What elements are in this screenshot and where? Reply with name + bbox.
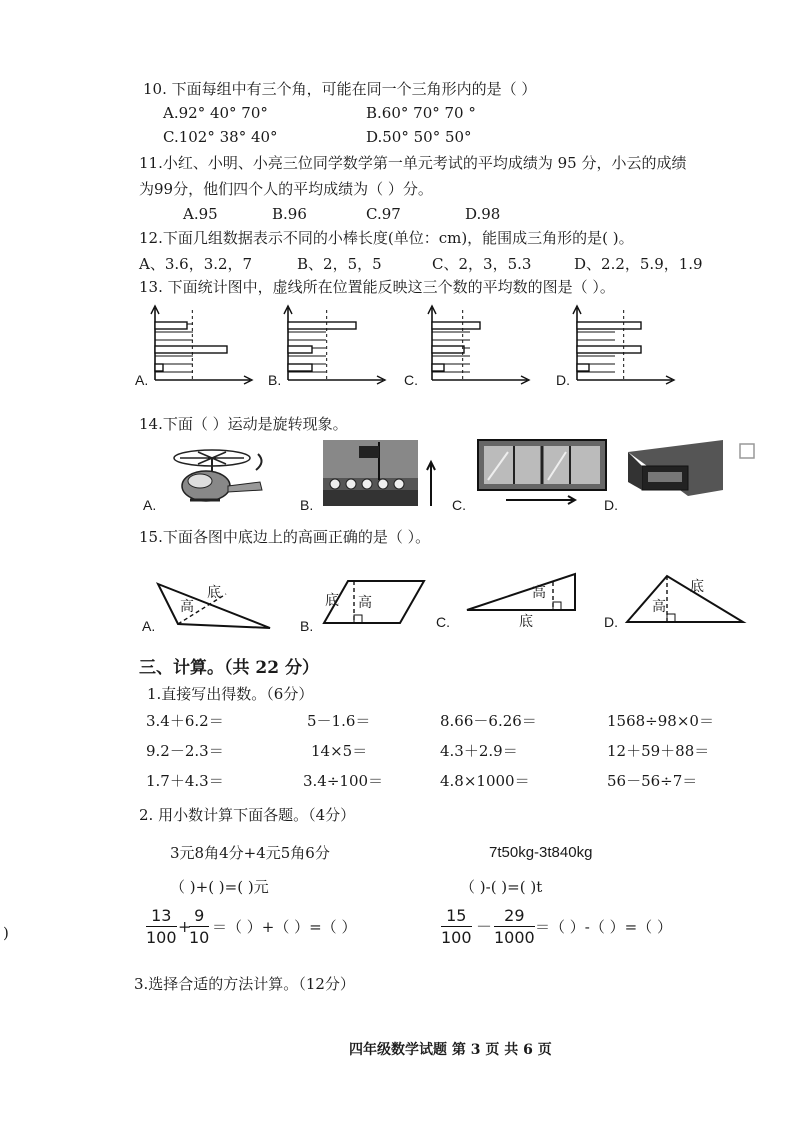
arith-cell: 3.4÷100＝ [303,772,384,790]
q14-label-a: A. [143,497,157,513]
q13-chart-bar [432,322,480,329]
arith-cell: 56－56÷7＝ [607,772,698,790]
q15-label-c: C. [436,614,450,630]
arith-cell: 5－1.6＝ [307,712,371,730]
q12-option-d: D、2.2，5.9，1.9 [574,255,703,273]
arith-cell: 1.7＋4.3＝ [146,772,224,790]
q15-b-height-label: 高 [358,594,372,610]
fraction-13-100 [146,906,177,947]
section3-part3-title: 3.选择合适的方法计算。（12分） [134,975,355,993]
q10-option-a: A.92° 40° 70° [163,104,268,122]
q15-b-base-label: 底 [325,592,339,608]
q15-label-b: B. [300,618,314,634]
arith-cell: 8.66－6.26＝ [440,712,537,730]
q15-label-d: D. [604,614,618,630]
q13-chart-bar [432,364,444,371]
q12-option-c: C、2，3，5.3 [432,255,532,273]
q11-stem-line2: 为99分，他们四个人的平均成绩为（ ）分。 [139,180,433,198]
section3-title: 三、计算。（共 22 分） [139,658,319,678]
q13-chart-bar [577,346,641,353]
q15-stem: 15.下面各图中底边上的高画正确的是（ ）。 [139,528,431,546]
q14-drawer-picture [628,440,768,510]
q13-chart-bar [155,346,227,353]
q13-label-d: D. [556,372,570,388]
denominator: 100 [441,928,472,947]
q13-label-b: B. [268,372,282,388]
arith-cell: 12＋59＋88＝ [607,742,710,760]
arith-cell: 4.3＋2.9＝ [440,742,518,760]
q15-d-base-label: 底 [690,578,704,594]
arith-cell: 3.4＋6.2＝ [146,712,224,730]
q10-option-c: C.102° 38° 40° [163,128,278,146]
q14-label-b: B. [300,497,314,513]
q11-option-c: C.97 [366,205,401,223]
fraction-15-100 [441,906,472,947]
weight-expression: 7t50kg-3t840kg [489,844,593,861]
minus-sign: － [476,917,493,936]
denominator: 100 [146,928,177,947]
q13-chart-bar [288,322,356,329]
q14-stem: 14.下面（ ）运动是旋转现象。 [139,415,348,433]
q10-stem: 10. 下面每组中有三个角，可能在同一个三角形内的是（ ） [143,80,537,98]
money-answer-blanks: （ )+( )=( )元 [170,878,269,896]
q15-triangle-a [150,572,280,632]
q13-chart-bar [577,364,589,371]
q15-triangle-d [623,572,753,632]
q12-option-a: A、3.6，3.2，7 [139,255,253,273]
q13-chart-bar [288,346,312,353]
page-footer: 四年级数学试题 第 3 页 共 6 页 [349,1042,552,1058]
q15-c-height-label: 高 [532,584,546,600]
q12-stem: 12.下面几组数据表示不同的小棒长度(单位：cm)，能围成三角形的是( )。 [139,229,634,247]
margin-mark: ) [3,924,9,942]
q11-option-a: A.95 [183,205,218,223]
q13-charts [0,300,793,420]
q13-chart-bar [155,364,163,371]
q15-a-height-label: 高 [180,598,194,614]
q10-option-d: D.50° 50° 50° [366,128,472,146]
weight-answer-blanks: （ )-( )=( )t [460,878,543,896]
q15-c-base-label: 底 [519,613,533,629]
arith-cell: 14×5＝ [311,742,368,760]
q14-sliding-window-picture [478,440,613,510]
q13-chart-bar [577,322,641,329]
fraction-29-1000 [494,906,535,947]
q10-option-b: B.60° 70° 70 ° [366,104,476,122]
numerator: 15 [446,906,467,925]
q15-a-base-label: 底 [207,584,221,600]
numerator: 9 [194,906,205,925]
q13-label-a: A. [135,372,149,388]
q14-helicopter-picture [160,442,280,512]
q14-label-d: D. [604,497,618,513]
section3-part1-title: 1.直接写出得数。（6分） [147,685,314,703]
numerator: 13 [151,906,172,925]
q12-option-b: B、2，5，5 [297,255,382,273]
q13-chart-bar [155,322,187,329]
q13-chart-bar [288,364,312,371]
q11-option-d: D.98 [465,205,501,223]
arith-cell: 4.8×1000＝ [440,772,530,790]
q13-label-c: C. [404,372,418,388]
plus-sign: + [178,917,192,936]
denominator: 10 [189,928,210,947]
q14-label-c: C. [452,497,466,513]
q11-stem-line1: 11.小红、小明、小亮三位同学数学第一单元考试的平均成绩为 95 分，小云的成绩 [139,154,687,172]
q14-flag-raising-picture [323,440,438,510]
q15-d-height-label: 高 [652,598,666,614]
denominator: 1000 [494,928,535,947]
q15-label-a: A. [142,618,156,634]
arith-cell: 1568÷98×0＝ [607,712,714,730]
q13-chart-bar [432,346,464,353]
q13-stem: 13. 下面统计图中，虚线所在位置能反映这三个数的平均数的图是（ ）。 [139,278,615,296]
money-expression: 3元8角4分+4元5角6分 [170,844,330,862]
q11-option-b: B.96 [272,205,307,223]
fraction-9-10 [189,906,209,947]
numerator: 29 [504,906,525,925]
arith-cell: 9.2－2.3＝ [146,742,224,760]
section3-part2-title: 2. 用小数计算下面各题。（4分） [139,806,356,824]
fraction-left-answer-blanks: ＝（ ）+（ ）=（ ） [212,918,357,936]
fraction-right-answer-blanks: ＝（ ）-（ ）=（ ） [535,918,672,936]
